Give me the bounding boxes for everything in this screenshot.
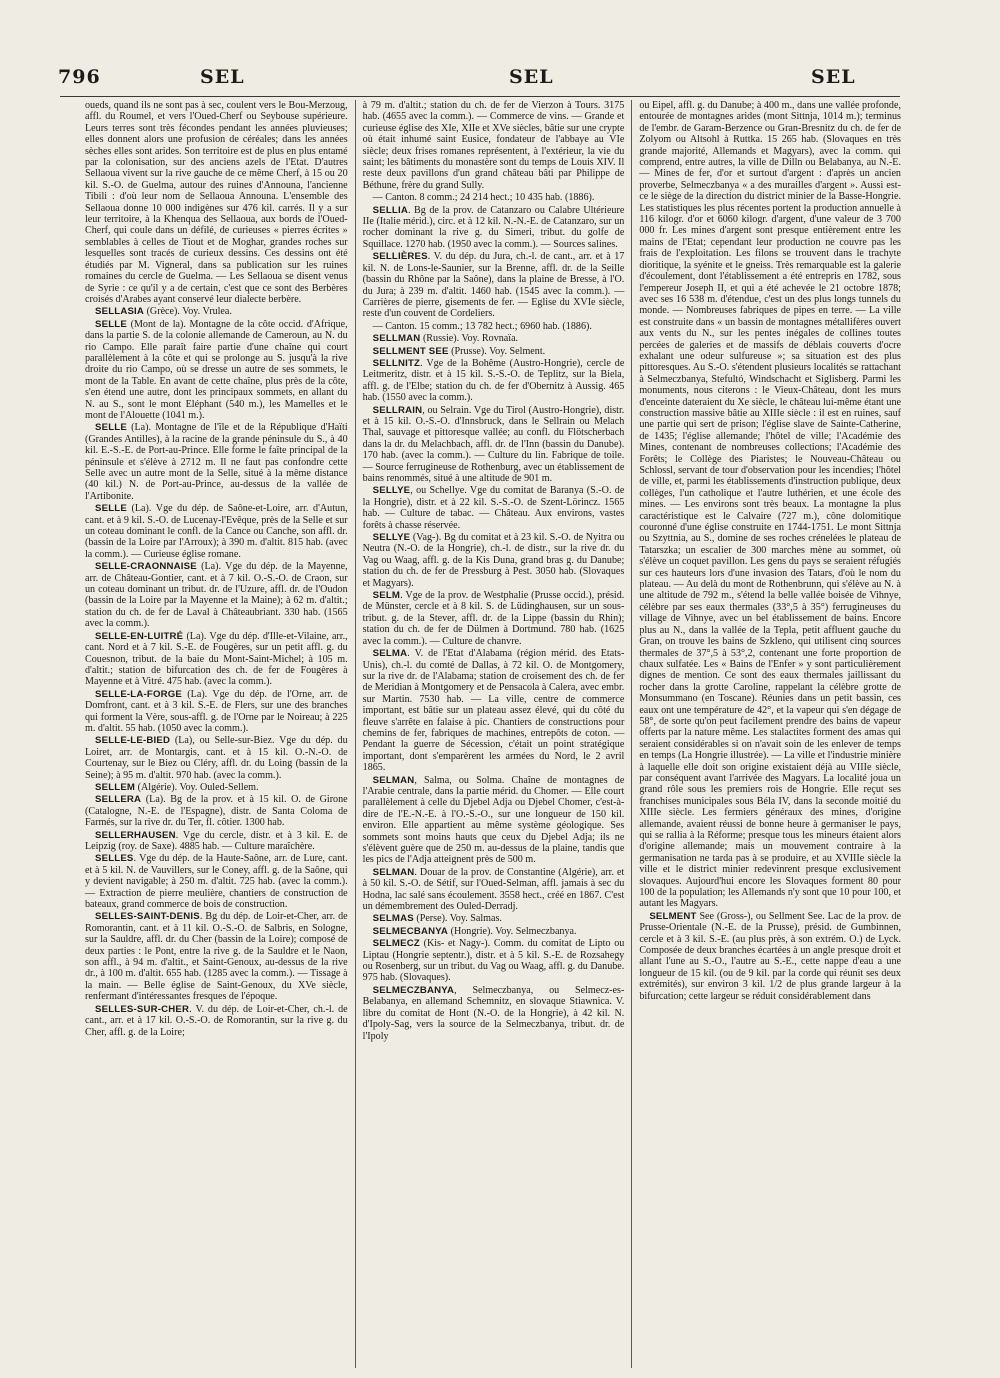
dictionary-entry [363, 938, 625, 984]
dictionary-entry [363, 346, 625, 357]
dictionary-entry [363, 926, 625, 937]
entry-headword: SELMENT [649, 910, 697, 922]
dictionary-entry [85, 782, 348, 793]
entry-headword: SELLES [95, 853, 134, 865]
entry-body: — Canton. 15 comm.; 13 782 hect.; 6960 hab. (1886). [372, 320, 592, 332]
entry-headword: SELLIÈRES [372, 251, 428, 263]
dictionary-entry [363, 251, 625, 319]
entry-body: . Vge de la Bohême (Austro-Hongrie), cercle de Leitmeritz, distr. et à 15 kil. S.-S.-O. de Teplitz, sur la Biela, affl. g. de l'Elbe; station du ch. de fer d'Obernitz à Aussig. 465 hab. (1550 avec la comm.). [362, 357, 625, 404]
entry-body: (La), ou Selle-sur-Biez. Vge du dép. du Loiret, arr. de Montargis, cant. et à 15 kil. O.-N.-O. de Courtenay, sur le Biez ou Cléry, affl. dr. du Loing (bassin de la Seine); à 95 m. d'altit. 970 hab. (avec la comm.). [85, 735, 348, 781]
dictionary-entry [85, 561, 348, 629]
entry-body: . V. du dép. de Loir-et-Cher, ch.-l. de cant., arr. et à 17 kil. O.-S.-O. de Romorantin, sur la rive g. du Cher, affl. g. de la Loire; [85, 1003, 348, 1038]
entry-headword: SELLIA [372, 204, 408, 216]
dictionary-entry [363, 775, 625, 866]
entry-body: (Perse). Voy. Salmas. [413, 913, 502, 925]
entry-body: (La). Montagne de l'île et de la République d'Haïti (Grandes Antilles), à la racine de la grande péninsule du S., à 40 kil. E.-S.-E. de Port-au-Prince. Elle forme le faîte principal de la péninsule et s'élève à 2712 m. Il ne faut pas confondre cette Selle avec un autre mont de la Selle, situé à la même distance (40 kil.) N. de Port-au-Prince, au-dessus de la vallée de l'Artibonite. [85, 422, 348, 502]
entry-body: (La). Vge du dép. de l'Orne, arr. de Domfront, cant. et à 3 kil. S.-E. de Flers, sur une des branches qui forment la Vère, sous-affl. g. de l'Orne par le Noireau; à 225 m. d'altit. 55 hab. (1050 avec la comm.). [85, 688, 348, 734]
entry-body: (La). Vge du dép. de la Mayenne, arr. de Château-Gontier, cant. et à 7 kil. O.-S.-O. de Craon, sur un coteau dominant un tribut. dr. de l'Uzure, affl. dr. de l'Oudon (bassin de la Loire par la Mayenne et la Maine); à 62 m. d'altit.; station du ch. de fer de Laval à Châteaubriant. 330 hab. (1565 avec la comm.). [85, 561, 348, 630]
entry-headword: SELLMENT SEE [372, 345, 449, 357]
entry-body: (Mont de la). Montagne de la côte occid. d'Afrique, dans la partie S. de la colonie allemande de Cameroun, au N. du rio Campo. Elle paraît faire partie d'une chaîne qui court parallèlement à la côte et qui se prolonge au S. jusqu'à la rive droite du rio Campo, où se dresse un autre de ses sommets, le mont de la Table. En avant de cette chaîne, plus près de la côte, s'en étend une autre, dont les principaux sommets, en allant du N. au S., sont le mont Eléphant (540 m.), les Mamelles et le mont de l'Alouette (1041 m.). [85, 318, 348, 421]
entry-headword: SELMAN [372, 866, 415, 878]
entry-headword: SELM [372, 590, 401, 602]
entry-body: (La). Vge du dép. d'Ille-et-Vilaine, arr., cant. Nord et à 7 kil. S.-E. de Fougères, sur un petit affl. g. du Couesnon, tribut. de la baie du Mont-Saint-Michel; à 105 m. d'altit.; station de bifurcation des ch. de fer de Fougères à Mayenne et à Vitré. 475 hab. (avec la comm.). [85, 630, 348, 688]
entry-headword: SELMAS [372, 913, 414, 925]
entry-body: à 79 m. d'altit.; station du ch. de fer de Vierzon à Tours. 3175 hab. (4655 avec la comm.). — Commerce de vins. — Grande et curieuse église des XIe, XIIe et XVe siècles, bâtie sur une crypte où était inhumé saint Eusice, fondateur de l'abbaye au VIe siècle; deux frises romanes représentent, à l'extérieur, la vie du saint; les bâtiments du monastère sont du temps de Louis XIV. Il reste deux pavillons d'un grand château bâti par Philippe de Béthune, frère du grand Sully. [362, 100, 625, 191]
entry-headword: SELMECZ [372, 938, 420, 950]
dictionary-entry [363, 205, 625, 251]
dictionary-entry [639, 911, 901, 1002]
entry-body: ou Eipel, affl. g. du Danube; à 400 m., dans une vallée profonde, entourée de montagnes arides (mont Sittnja, 1014 m.); terminus de l'embr. de Garam-Berzence ou Gran-Bresnitz du ch. de fer de Zolyom ou Altsohl à Ruttka. 15 265 hab. (Slovaques en très grande majorité, Allemands et Magyars), avec la comm. qui comprend, entre autres, la ville de Dilln ou Belabanya, au N.-E. — Mines de fer, d'or et surtout d'argent : d'après un ancien proverbe, Selmeczbanya « a des murailles d'argent ». Aussi est-ce le siège de la direction du district minier de la Basse-Hongrie. Les statistiques les plus récentes portent la production annuelle à 116 kilogr. d'or et 6060 kilogr. d'argent, d'une valeur de 3 700 000 fr. Les mines d'argent sont presque entièrement entre les mains de l'Etat; cependant leur production ne couvre pas les frais de l'exploitation. Les filons se trouvent dans le trachyte dioritique, la syénite et le gneiss. Très remarquable est la galerie d'écoulement, dont l'établissement a été entrepris en 1782, sous l'empereur Joseph II, et qui a été achevée le 21 octobre 1878; avec ses 16 538 m. d'étendue, c'est un des plus longs tunnels du monde. — Nombreuses fabriques de pipes en terre. — La ville est construite dans « un bassin de montagnes métallifères ouvert aux vents du N., sur les pentes inégales de collines toutes percées de galeries et de massifs de déblais couverts d'ocre exhalant une odeur sulfureuse »; sa situation est des plus pittoresques. Au S.-O. s'étendent plusieurs localités se rattachant à Selmeczbanya, Stefultó, Windschacht et Siglisberg. Parmi les monuments, nous citerons : le Vieux-Château, dont les murs d'enceinte dateraient du Xe siècle, le château lui-même étant une construction massive bâtie au XIIIe siècle : il est en ruines, sauf une partie qui sert de prison; l'église slave de Sainte-Catherine, de 1435; l'église allemande; l'hôtel de ville; l'Académie des Mines, contenant de nombreuses collections; l'Académie des Forêts; le Collège des Piaristes; le Nouveau-Château ou Schlossl, servant de tour d'observation pour les incendies; l'hôtel de ville, et, parmi les établissements d'instruction publique, deux collèges, l'un catholique et l'autre luthérien, et une école des mines. — Les environs sont très beaux. La montagne la plus caractéristique est le Calvaire (727 m.), cône dolomitique couronné d'une église construite en 1744-1751. Le mont Sittnja ou Szyttnia, au S., domine de ses roches crénelées le plateau de Tatarszka; un escalier de 300 marches mène au sommet, où s'élève un coquet pavillon. Les gens du pays se seraient réfugiés sur ces hauteurs lors d'une invasion des Tatars, d'où le nom du plateau. — Au delà du mont de Rothenbrunn, qui s'élève au N. à une altitude de 792 m., s'étend la belle vallée boisée de Vihnye, célèbre par ses eaux thermales (33°,5 à 35°) ferrugineuses du village de Vihnye, avec un bel établissement de bains. Encore plus au N., dans la vallée de la Tepla, petit affluent gauche du Gran, on trouve les bains de Szkleno, qui utilisent cinq sources thermales de 37°,5 à 53°,2, contenant une forte proportion de chaux sulfatée. Les « Bains de l'Enfer » y sont particulièrement dignes de mention. Ce sont des eaux thermales jaillissant du rocher dans la grotte Caroline, rappelant la célèbre grotte de Monsummano (en Toscane). Réunies dans un petit bassin, ces eaux ont une température de 42°, et la vapeur qui s'en dégage de 58°, de sorte qu'on peut facilement prendre des bains de vapeur offerts par la nature même. Les stalactites forment des amas qui seraient considérables si on n'avait soin de les enlever de temps en temps (La Hongrie illustrée). — La ville et l'industrie minière à laquelle elle doit son origine existaient déjà au VIIIe siècle, par conséquent avant l'arrivée des Magyars. La localité joua un grand rôle sous les premiers rois de Hongrie. Elle reçut ses franchises municipales sous Béla IV, dans la seconde moitié du XIIIe siècle. Les fermiers généraux des mines, d'origine allemande, avaient réussi de bonne heure à germaniser le pays, qui se rallia à la Réforme; presque tous les mineurs étaient alors d'origine allemande; mais un mouvement contraire à la germanisation ne tarda pas à se produire, et au XVIIIe siècle la ville et le district minier redevinrent presque exclusivement slovaques. Aujourd'hui encore les Slovaques forment 80 pour 100 de la population; les Allemands n'y sont que 10 pour 100, et autant les Magyars. [639, 100, 901, 910]
page-header [54, 66, 904, 92]
dictionary-entry [363, 985, 625, 1042]
entry-body: oueds, quand ils ne sont pas à sec, coulent vers le Bou-Merzoug, affl. du Roumel, et vers l'Oued-Cherf ou Seybouse supérieure. Leurs terres sont très fécondes pendant les années pluvieuses; elles donnent alors une profusion de céréales; dans les années sèches elles sont arides. Son territoire est de plus en plus entamé par la colonisation, sur des anciens azels de l'Etat. D'autres Sellaoua vivent sur la rive gauche de ce même Cherf, à 15 ou 20 kil. S.-O. de Guelma, autour des ruines d'Announa, l'ancienne Tibili : d'où leur nom de Sellaoua Announa. L'ensemble des Sellaoua donne 10 000 indigènes sur 476 kil. carrés. Il y a sur leur territoire, à la Khenqua des Sellaoua, aux bords de l'Oued-Cherf, qui coule dans un défilé, de curieuses « pierres écrites » semblables à celles de Tiout et de Moghar, grandes roches sur lesquelles sont tracés de curieux dessins. Ces dessins ont été étudiés par M. Vigneral, dans sa publication sur les ruines romaines du cercle de Guelma. — Les Sellaoua se disent venus de Syrie : ce qu'il y a de certain, c'est que ce sont des Berbères croisés d'Arabes ayant conservé leur dialecte berbère. [85, 100, 348, 305]
entry-body: . Vge du dép. de la Haute-Saône, arr. de Lure, cant. et à 5 kil. N. de Vauvillers, sur le Coney, affl. g. de la Saône, qui y devient navigable; à 250 m. d'altit. 725 hab. (avec la comm.). — Extraction de pierre meulière, chantiers de construction de bateaux, grand commerce de bois de construction. [85, 853, 348, 911]
entry-body: (La). Bg de la prov. et à 15 kil. O. de Girone (Catalogne, N.-E. de l'Espagne), distr. de Santa Coloma de Farmés, sur la rive dr. du Ter, fl. côtier. 1300 hab. [85, 794, 348, 829]
running-head-right: SEL [811, 66, 856, 88]
entry-body: . V. de l'Etat d'Alabama (région mérid. des Etats-Unis), ch.-l. du comté de Dallas, à 72 kil. O. de Montgomery, sur la rive dr. de l'Alabama; station de croisement des ch. de fer de Meridian à Montgomery et de Pensacola à Calera, avec embr. sur Martin. 7530 hab. — La ville, centre de commerce important, est bâtie sur un plateau assez élevé, qui du côté du fleuve s'arrête en falaise à pic. Chantiers de constructions pour chemins de fer, fabriques de machines, entrepôts de coton. — Pendant la guerre de Sécession, c'était un point stratégique important, dont s'emparèrent les armées du Nord, le 2 avril 1865. [362, 648, 625, 774]
dictionary-entry [85, 100, 348, 305]
dictionary-entry [85, 794, 348, 828]
entry-headword: SELLES-SAINT-DENIS [95, 911, 200, 923]
entry-body: , Salma, ou Solma. Chaîne de montagnes de l'Arabie centrale, dans la partie mérid. du Chomer. — Elle court parallèlement à celle du Djebel Adja ou Djebel Chomer, c'est-à-dire de l'E.-N.-E. à l'O.-S.-O., sur une longueur de 150 kil. environ. Elle appartient au même système géologique. Ses sommets sont moins hauts que ceux du Djebel Adja; ils ne s'élèvent guère que de 250 m. au-dessus de la plaine, tandis que les pics de l'Adja atteignent près de 500 m. [362, 774, 625, 866]
entry-headword: SELLMAN [372, 333, 421, 345]
dictionary-entry [85, 911, 348, 1002]
dictionary-entry [363, 590, 625, 647]
entry-headword: SELLE-LA-FORGE [95, 688, 183, 700]
entry-body: . Vge du cercle, distr. et à 3 kil. E. de Leipzig (roy. de Saxe). 4885 hab. — Culture maraîchère. [85, 829, 348, 852]
dictionary-entry [363, 100, 625, 191]
dictionary-entry [363, 405, 625, 485]
entry-body: See (Gross-), ou Sellment See. Lac de la prov. de Prusse-Orientale (N.-E. de la Prusse), présid. de Gumbinnen, cercle et à 3 kil. S.-E. (au plus près, à son extrém. O.) de Lyck. Composée de deux branches écartées à un angle presque droit et allant l'une au S.-O., l'autre au S.-E., cette nappe d'eau a une longueur de 15 kil. (ou de 9 kil. par la corde qui réunit ses deux extrémités), sur environ 3 kil. 1/2 de plus grande largeur à la bifurcation; cette largeur se réduit considérablement dans [639, 910, 901, 1002]
entry-headword: SELMA [372, 648, 408, 660]
dictionary-entry [363, 867, 625, 913]
entry-headword: SELMAN [372, 774, 415, 786]
dictionary-entry [639, 100, 901, 910]
entry-body: . Vge de la prov. de Westphalie (Prusse occid.), présid. de Münster, cercle et à 8 kil. S. de Lüdinghausen, sur un sous-tribut. g. de la Stever, affl. dr. de la Lippe (bassin du Rhin); station du ch. de fer de Dülmen à Dortmund. 780 hab. (1625 avec la comm.). — Culture de chanvre. [362, 590, 625, 647]
dictionary-entry [363, 648, 625, 773]
dictionary-entry [85, 422, 348, 502]
column-1 [78, 100, 355, 1368]
entry-body: . Douar de la prov. de Constantine (Algérie), arr. et à 50 kil. S.-O. de Sétif, sur l'Oued-Selman, affl. jamais à sec du Hodna, lac salé sans écoulement. 3558 hect., créé en 1867. C'est un démembrement des Ouled-Derradj. [362, 866, 625, 913]
entry-body: , Selmeczbanya, ou Selmecz-es-Belabanya, en allemand Schemnitz, en slovaque Stiawnica. V. libre du comitat de Hont (N.-O. de la Hongrie), à 42 kil. N. d'Ipoly-Sag, vers la source de la Selmeczbanya, tribut. dr. de l'Ipoly [362, 984, 625, 1042]
entry-body: , ou Schellye. Vge du comitat de Baranya (S.-O. de la Hongrie), distr. et à 22 kil. S.-S.-O. de Szent-Lörincz. 1565 hab. — Culture de tabac. — Château. Aux environs, vastes forêts à chasse réservée. [362, 485, 625, 531]
entry-headword: SELLRAIN [372, 404, 423, 416]
column-2 [355, 100, 632, 1368]
entry-body: . Bg du dép. de Loir-et-Cher, arr. de Romorantin, cant. et à 11 kil. O.-S.-O. de Salbris, en Sologne, sur la Sauldre, affl. dr. du Cher (bassin de la Loire); composé de deux parties : le Pont, entre la rive g. de la Sauldre et le Naon, son affl., à 94 m. d'altit., et Saint-Genoux, au-dessus de la rive dr., à 100 m. d'altit. 655 hab. (1285 avec la comm.). — Tissage à la main. — Belle église de Saint-Genoux, du XVe siècle, renfermant d'intéressantes fresques de l'époque. [85, 911, 348, 1003]
dictionary-entry [363, 485, 625, 531]
entry-body: (Kis- et Nagy-). Comm. du comitat de Lipto ou Liptau (Hongrie septentr.), distr. et à 5 kil. S.-E. de Rozsahegy ou Rosenberg, sur un tribut. du Vag ou Waag, affl. g. du Danube. 975 hab. (Slovaques). [362, 938, 625, 984]
entry-headword: SELLE-LE-BIED [95, 735, 171, 747]
entry-body: (Algérie). Voy. Ouled-Sellem. [135, 781, 259, 793]
entry-headword: SELLYE [372, 532, 411, 544]
dictionary-entry [363, 192, 625, 203]
dictionary-entry [363, 321, 625, 332]
entry-headword: SELLE-EN-LUITRÉ [95, 630, 184, 642]
dictionary-entry [85, 503, 348, 560]
dictionary-entry [85, 830, 348, 853]
entry-headword: SELLE [95, 503, 127, 515]
entry-headword: SELLE-CRAONNAISE [95, 561, 197, 573]
dictionary-entry [363, 358, 625, 404]
entry-body: . V. du dép. du Jura, ch.-l. de cant., arr. et à 17 kil. N. de Lons-le-Saunier, sur la Brenne, affl. dr. de la Seille (bassin du Rhône par la Saône), dans la plaine de Bresse, à l'O. du Jura; à 239 m. d'altit. 1460 hab. (1545 avec la comm.). — Carrières de pierre, gisements de fer. — Eglise du XVIe siècle, reste d'un couvent de Cordeliers. [362, 251, 625, 320]
page-number: 796 [58, 66, 101, 88]
running-head-left: SEL [200, 66, 245, 88]
entry-headword: SELLERA [95, 794, 142, 806]
running-head-center: SEL [509, 66, 554, 88]
dictionary-entry [85, 306, 348, 317]
entry-headword: SELLE [95, 422, 127, 434]
entry-headword: SELLASIA [95, 306, 145, 318]
dictionary-entry [363, 532, 625, 589]
dictionary-entry [85, 319, 348, 422]
header-rule [60, 96, 900, 97]
entry-body: , ou Selrain. Vge du Tirol (Austro-Hongrie), distr. et à 15 kil. O.-S.-O. d'Innsbruck, dans le Sellrain ou Melach Thal, sauvage et pittoresque vallée; au confl. du Flötscherbach dans la dr. du Melachbach, affl. dr. de l'Inn (bassin du Danube). 170 hab. (avec la comm.). — Culture du lin. Fabrique de toile. — Source ferrugineuse de Rothenburg, avec un établissement de bains renommés, situé à une altitude de 901 m. [362, 404, 625, 484]
entry-body: (Russie). Voy. Rovnaïa. [420, 333, 519, 345]
dictionary-entry [85, 689, 348, 735]
entry-body: (La). Vge du dép. de Saône-et-Loire, arr. d'Autun, cant. et à 9 kil. S.-O. de Lucenay-l'Evêque, près de la Selle et sur un coteau dominant le confl. de la Cance ou Canche, son affl. dr. (bassin de la Loire par l'Arroux); à 390 m. d'altit. 815 hab. (avec la comm.). — Curieuse église romane. [85, 503, 348, 560]
entry-headword: SELLERHAUSEN [95, 829, 176, 841]
entry-body: (Grèce). Voy. Vrulea. [144, 306, 232, 318]
entry-body: . Bg de la prov. de Catanzaro ou Calabre Ultérieure IIe (Italie mérid.), circ. et à 12 kil. N.-N.-E. de Catanzaro, sur un rocher dominant la rive g. du Simeri, tribut. du golfe de Squillace. 1270 hab. (1950 avec la comm.). — Sources salines. [362, 204, 625, 250]
entry-headword: SELLEM [95, 781, 136, 793]
entry-body: (Vag-). Bg du comitat et à 23 kil. S.-O. de Nyitra ou Neutra (N.-O. de la Hongrie), ch.-l. de distr., sur la rive dr. du Vag ou Waag, affl. g. de la Kis Duna, grand bras g. du Danube; station du ch. de fer de Pressburg à Pest. 3050 hab. (Slovaques et Magyars). [362, 532, 625, 589]
entry-headword: SELLES-SUR-CHER [95, 1003, 190, 1015]
column-3 [631, 100, 908, 1368]
entry-body: (Prusse). Voy. Selment. [448, 345, 546, 357]
dictionary-entry [85, 735, 348, 781]
dictionary-entry [363, 333, 625, 344]
dictionary-entry [85, 1004, 348, 1038]
entry-headword: SELLE [95, 318, 127, 330]
entry-body: — Canton. 8 comm.; 24 214 hect.; 10 435 hab. (1886). [372, 192, 595, 204]
text-columns [78, 100, 908, 1368]
entry-headword: SELMECZBANYA [372, 984, 455, 996]
dictionary-entry [363, 913, 625, 924]
entry-headword: SELMECBANYA [372, 925, 449, 937]
dictionary-entry [85, 631, 348, 688]
dictionary-entry [85, 853, 348, 910]
entry-headword: SELLYE [372, 485, 411, 497]
entry-body: (Hongrie). Voy. Selmeczbanya. [448, 925, 577, 937]
entry-headword: SELLNITZ [372, 357, 421, 369]
